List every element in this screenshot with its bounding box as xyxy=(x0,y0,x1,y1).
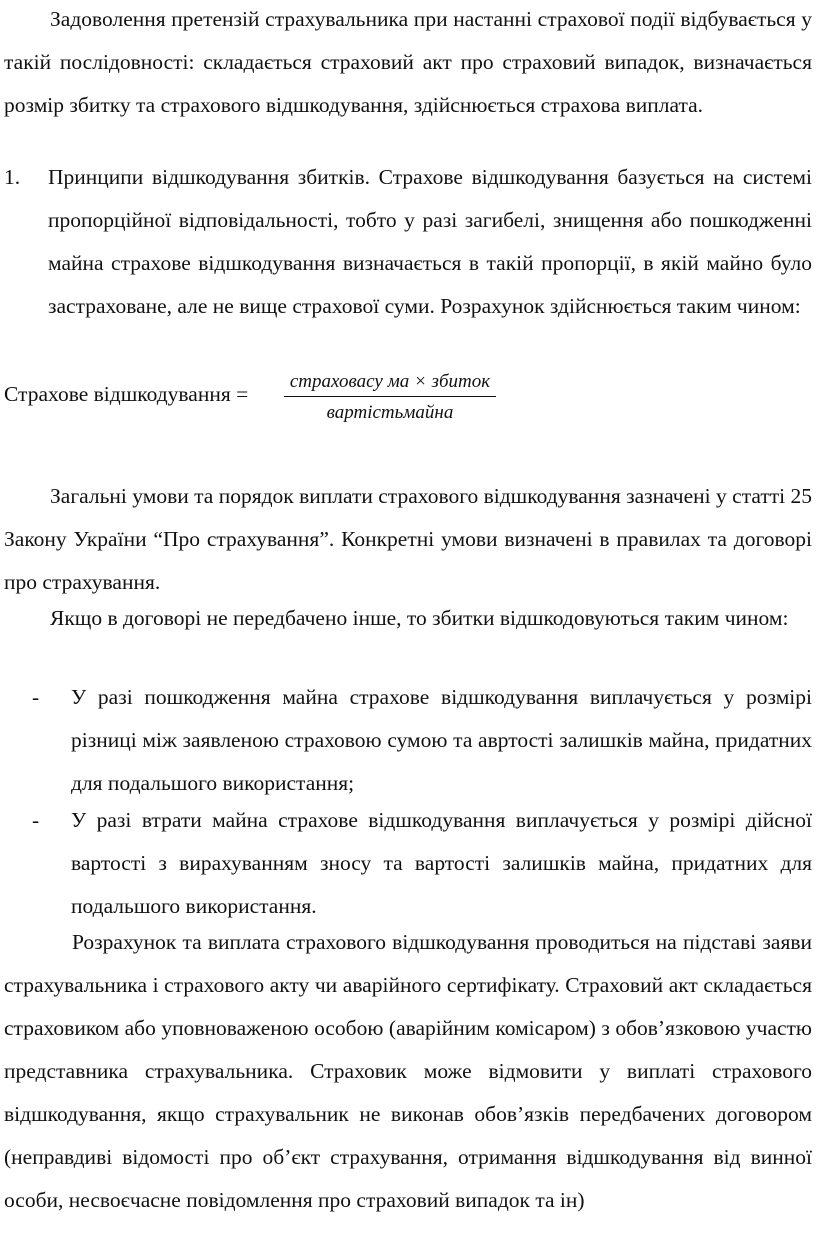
general-conditions-paragraph: Загальні умови та порядок виплати страхового відшкодування зазначені у статті 25 Закону України “Про страхування”. Конкретні умови визначені в правилах та договорі про страхування. xyxy=(4,484,812,594)
bullet-item-loss xyxy=(4,799,812,928)
principles-list-item xyxy=(4,156,812,328)
fraction-bar xyxy=(284,396,496,397)
bullet-loss-text: У разі втрати майна страхове відшкодування виплачується у розмірі дійсної вартості з вирахуванням зносу та вартості залишків майна, придатних для подальшого використання. xyxy=(71,808,812,918)
intro-paragraph: Задоволення претензій страхувальника при настанні страхової події відбувається у такій послідовності: складається страховий акт про страховий випадок, визначається розмір збитку та страхового відшкодування, здійснюється страхова виплата. xyxy=(4,7,812,117)
compensation-formula xyxy=(4,370,604,430)
formula-denominator: вартістьмайна xyxy=(326,402,454,423)
unless-paragraph: Якщо в договорі не передбачено інше, то збитки відшкодовуються таким чином: xyxy=(50,606,789,630)
principles-paragraph: Принципи відшкодування збитків. Страхове відшкодування базується на системі пропорційної відповідальності, тобто у разі загибелі, знищення або пошкодженні майна страхове відшкодування визначається в такій пропорції, в якій майно було застраховане, але не вище страхової суми. Розрахунок здійснюється таким чином: xyxy=(48,165,812,318)
bullet-damage-text: У разі пошкодження майна страхове відшкодування виплачується у розмірі різниці між заявленою страховою сумою та авртості залишків майна, придатних для подальшого використання; xyxy=(71,685,812,795)
formula-fraction xyxy=(284,370,496,425)
calculation-paragraph: Розрахунок та виплата страхового відшкодування проводиться на підставі заяви страхувальника і страхового акту чи аварійного сертифікату. Страховий акт складається страховиком або уповноваженою особою (аварійним комісаром) з обов’язковою участю представника страхувальника. Страховик може відмовити у виплаті страхового відшкодування, якщо страхувальник не виконав обов’язків передбачених договором (неправдиві відомості про об’єкт страхування, отримання відшкодування від винної особи, несвоєчасне повідомлення про страховий випадок та ін) xyxy=(4,930,812,1212)
formula-lhs: Страхове відшкодування = xyxy=(4,382,249,406)
bullet-item-damage xyxy=(4,676,812,805)
bullet-dash: - xyxy=(32,685,40,709)
bullet-dash: - xyxy=(32,808,40,832)
formula-numerator: страховасу ма × збиток xyxy=(289,371,491,392)
list-number: 1. xyxy=(4,165,21,189)
